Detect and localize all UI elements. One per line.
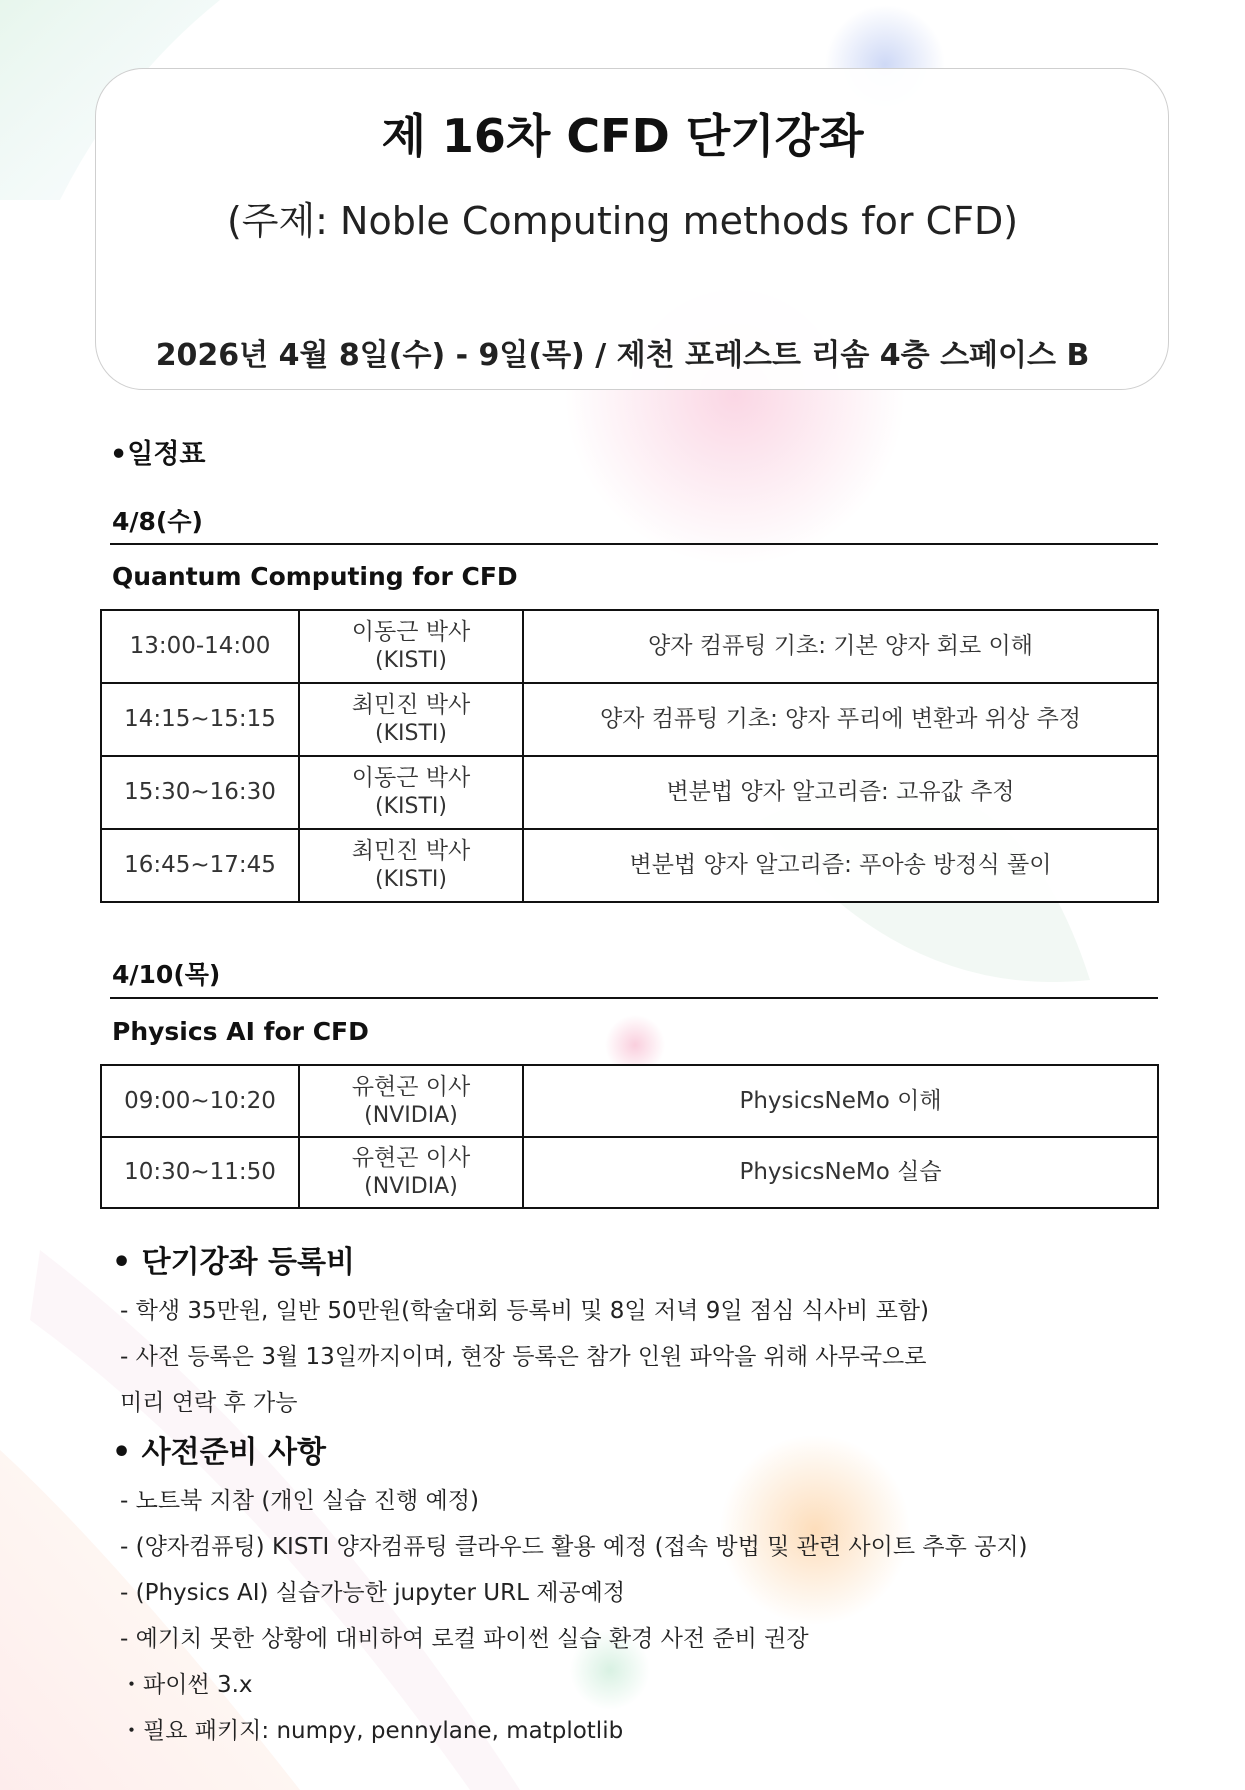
divider: [110, 997, 1158, 999]
prep-line: - 노트북 지참 (개인 실습 진행 예정): [120, 1488, 479, 1514]
page-subtitle: (주제: Noble Computing methods for CFD): [226, 199, 1019, 243]
table-row: [101, 610, 1158, 683]
page-title: 제 16차 CFD 단기강좌: [381, 109, 864, 163]
topic-cell: 변분법 양자 알고리즘: 고유값 추정: [523, 756, 1158, 829]
prep-heading: • 사전준비 사항: [112, 1435, 326, 1470]
fee-line: - 학생 35만원, 일반 50만원(학술대회 등록비 및 8일 저녁 9일 점심 식사비 포함): [120, 1298, 929, 1324]
time-cell: 09:00~10:20: [101, 1065, 299, 1137]
fee-heading: • 단기강좌 등록비: [112, 1245, 355, 1280]
prep-line: - (양자컴퓨팅) KISTI 양자컴퓨팅 클라우드 활용 예정 (접속 방법 및 관련 사이트 추후 공지): [120, 1534, 1028, 1560]
divider: [110, 543, 1158, 545]
table-row: [101, 829, 1158, 902]
speaker-name: 최민진 박사: [351, 838, 471, 865]
speaker-affiliation: (KISTI): [375, 648, 447, 674]
speaker-affiliation: (KISTI): [375, 721, 447, 747]
time-cell: 16:45~17:45: [101, 829, 299, 902]
day1-session-title: Quantum Computing for CFD: [112, 562, 518, 591]
time-cell: 15:30~16:30: [101, 756, 299, 829]
prep-line: - (Physics AI) 실습가능한 jupyter URL 제공예정: [120, 1580, 626, 1606]
speaker-name: 이동근 박사: [351, 765, 471, 792]
day2-date: 4/10(목): [112, 960, 221, 989]
speaker-affiliation: (KISTI): [375, 794, 447, 820]
table-row: [101, 756, 1158, 829]
speaker-name: 유현곤 이사: [351, 1145, 471, 1172]
speaker-name: 유현곤 이사: [351, 1073, 471, 1100]
speaker-affiliation: (NVIDIA): [364, 1174, 458, 1200]
fee-line: 미리 연락 후 가능: [120, 1390, 298, 1416]
time-cell: 14:15~15:15: [101, 683, 299, 756]
prep-line: ・필요 패키지: numpy, pennylane, matplotlib: [120, 1718, 624, 1744]
speaker-cell: [299, 1137, 523, 1208]
prep-line: - 예기치 못한 상황에 대비하여 로컬 파이썬 실습 환경 사전 준비 권장: [120, 1626, 809, 1652]
speaker-affiliation: (NVIDIA): [364, 1102, 458, 1128]
day2-session-title: Physics AI for CFD: [112, 1017, 369, 1046]
time-cell: 13:00-14:00: [101, 610, 299, 683]
date-venue: 2026년 4월 8일(수) - 9일(목) / 제천 포레스트 리솜 4층 스페이스 B: [155, 338, 1090, 373]
speaker-name: 최민진 박사: [351, 692, 471, 719]
day2-schedule-table: [100, 1064, 1159, 1209]
table-row: [101, 1137, 1158, 1208]
speaker-cell: [299, 610, 523, 683]
time-cell: 10:30~11:50: [101, 1137, 299, 1208]
topic-cell: 변분법 양자 알고리즘: 푸아송 방정식 풀이: [523, 829, 1158, 902]
day1-date: 4/8(수): [112, 507, 203, 536]
topic-cell: 양자 컴퓨팅 기초: 기본 양자 회로 이해: [523, 610, 1158, 683]
speaker-name: 이동근 박사: [351, 619, 471, 646]
speaker-cell: [299, 829, 523, 902]
prep-line: ・파이썬 3.x: [120, 1672, 253, 1698]
topic-cell: 양자 컴퓨팅 기초: 양자 푸리에 변환과 위상 추정: [523, 683, 1158, 756]
fee-line: - 사전 등록은 3월 13일까지이며, 현장 등록은 참가 인원 파악을 위해 사무국으로: [120, 1344, 927, 1370]
speaker-cell: [299, 1065, 523, 1137]
table-row: [101, 1065, 1158, 1137]
speaker-cell: [299, 683, 523, 756]
topic-cell: PhysicsNeMo 실습: [523, 1137, 1158, 1208]
day1-schedule-table: [100, 609, 1159, 903]
table-row: [101, 683, 1158, 756]
topic-cell: PhysicsNeMo 이해: [523, 1065, 1158, 1137]
schedule-label: •일정표: [110, 439, 206, 470]
speaker-affiliation: (KISTI): [375, 867, 447, 893]
speaker-cell: [299, 756, 523, 829]
